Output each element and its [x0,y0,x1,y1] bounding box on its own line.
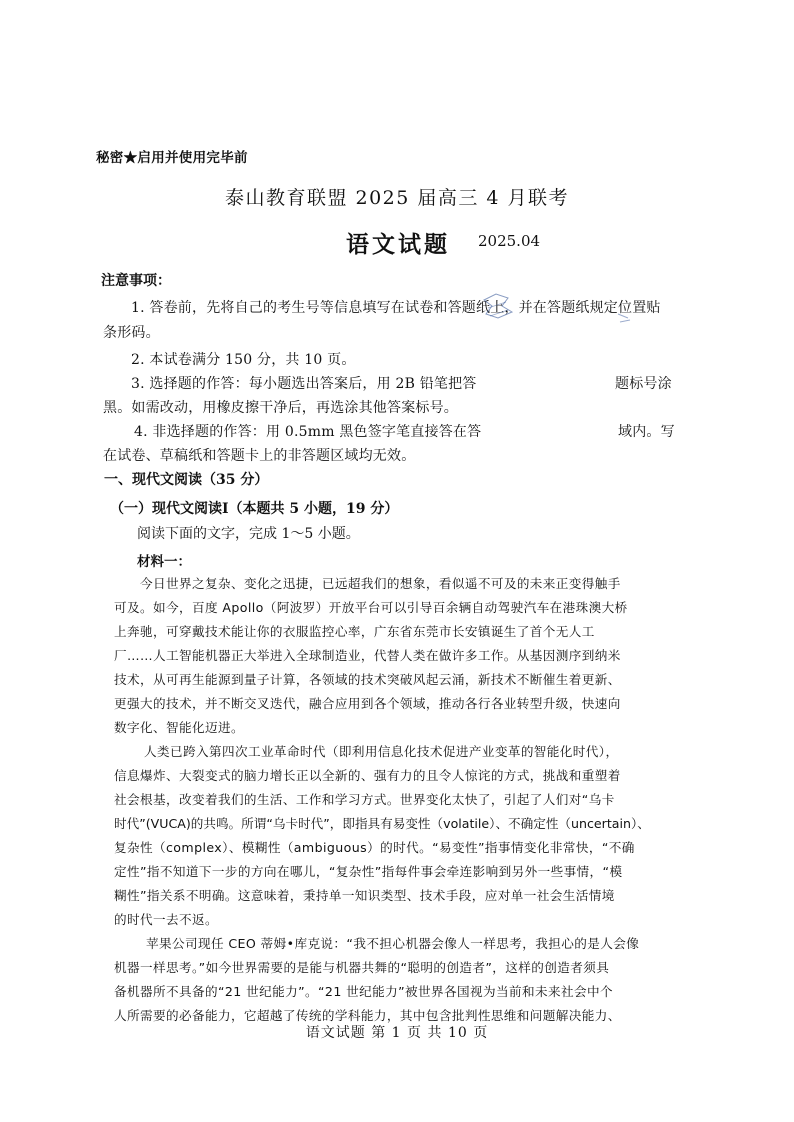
subject-title: 语文试题 [346,231,450,258]
passage-line: 信息爆炸、大裂变式的脑力增长正以全新的、强有力的且令人惊诧的方式，挑战和重塑着 [114,768,621,783]
section-heading: 一、现代文阅读（35 分） [104,472,269,488]
passage-line: 定性”指不知道下一步的方向在哪儿，“复杂性”指每件事会牵连影响到另外一些事情，“模 [114,864,623,879]
notice-line: 题标号涂 [615,376,672,392]
passage-line: 更强大的技术，并不断交叉迭代，融合应用到各个领域，推动各行各业转型升级，快速向 [114,696,621,711]
notice-heading: 注意事项： [101,273,171,289]
scan-smudge-icon [478,290,518,324]
material-label: 材料一： [137,554,191,570]
reading-instruction: 阅读下面的文字，完成 1～5 小题。 [137,526,360,542]
passage-line: 苹果公司现任 CEO 蒂姆•库克说：“我不担心机器会像人一样思考，我担心的是人会像 [146,936,640,951]
notice-line: 在试卷、草稿纸和答题卡上的非答题区域均无效。 [103,448,416,464]
passage-line: 上奔驰，可穿戴技术能让你的衣服监控心率，广东省东莞市长安镇诞生了首个无人工 [114,624,595,639]
exam-title: 泰山教育联盟 2025 届高三 4 月联考 [224,187,570,209]
passage-line: 的时代一去不返。 [114,912,218,927]
confidential-label: 秘密★启用并使用完毕前 [96,150,248,166]
passage-line: 今日世界之复杂、变化之迅捷，已远超我们的想象，看似遥不可及的未来正变得触手 [140,576,621,591]
passage-line: 人类已跨入第四次工业革命时代（即利用信息化技术促进产业变革的智能化时代）， [144,744,619,759]
passage-line: 可及。如今，百度 Apollo（阿波罗）开放平台可以引导百余辆自动驾驶汽车在港珠澳大桥 [114,600,628,615]
notice-line: 域内。写 [618,424,675,440]
passage-line: 技术，从可再生能源到量子计算，各领域的技术突破风起云涌，新技术不断催生着更新、 [114,672,621,687]
passage-line: 复杂性（complex）、模糊性（ambiguous）的时代。“易变性”指事情变化非常快，“不确 [114,840,635,855]
passage-line: 社会根基，改变着我们的生活、工作和学习方式。世界变化太快了，引起了人们对“乌卡 [114,792,615,807]
passage-line: 备机器所不具备的“21 世纪能力”。“21 世纪能力”被世界各国视为当前和未来社会中个 [114,984,613,999]
passage-line: 厂……人工智能机器正大举进入全球制造业，代替人类在做许多工作。从基因测序到纳米 [114,648,621,663]
notice-line: 黑。如需改动，用橡皮擦干净后，再选涂其他答案标号。 [103,400,458,416]
passage-line: 糊性”指关系不明确。这意味着，秉持单一知识类型、技术手段，应对单一社会生活情境 [114,888,615,903]
page-footer: 语文试题 第 1 页 共 10 页 [305,1025,489,1041]
passage-line: 时代”(VUCA)的共鸣。所谓“乌卡时代”，即指具有易变性（volatile）、不确定性（uncertain）、 [114,816,650,831]
passage-line: 人所需要的必备能力，它超越了传统的学科能力，其中包含批判性思维和问题解决能力、 [114,1008,621,1023]
notice-line: 3. 选择题的作答：每小题选出答案后，用 2B 铅笔把答 [131,376,477,392]
subsection-heading: （一）现代文阅读Ⅰ（本题共 5 小题，19 分） [110,501,399,517]
notice-line: 2. 本试卷满分 150 分，共 10 页。 [131,352,356,368]
passage-line: 机器一样思考。”如今世界需要的是能与机器共舞的“聪明的创造者”，这样的创造者须具 [114,960,610,975]
exam-date: 2025.04 [478,232,541,250]
notice-line: 1. 答卷前，先将自己的考生号等信息填写在试卷和答题纸上，并在答题纸规定位置贴 [131,300,661,316]
notice-line: 4. 非选择题的作答：用 0.5mm 黑色签字笔直接答在答 [134,424,482,440]
passage-line: 数字化、智能化迈进。 [114,720,244,735]
notice-line: 条形码。 [103,325,160,341]
scan-smudge-icon [614,308,634,328]
